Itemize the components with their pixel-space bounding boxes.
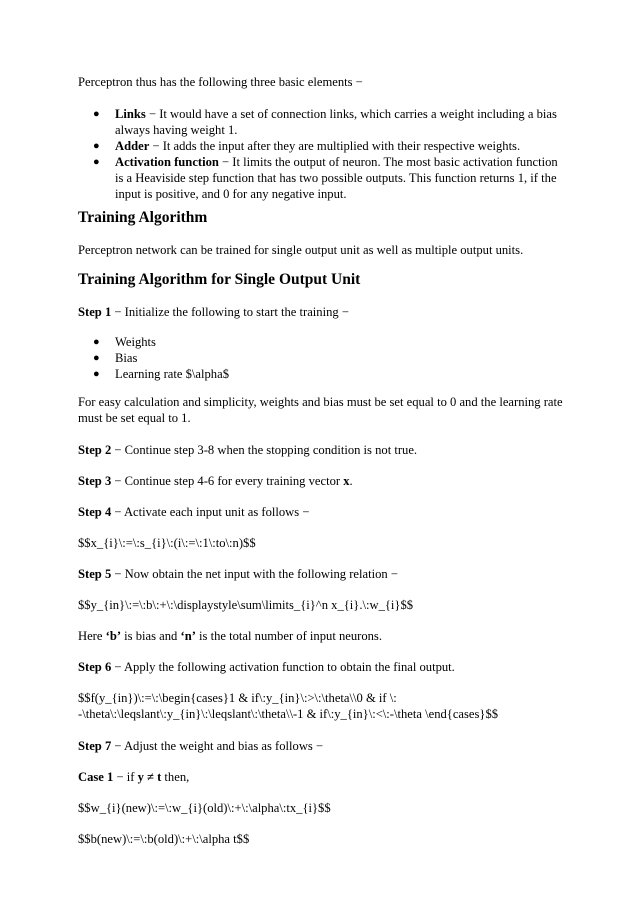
case-1 [78, 769, 568, 785]
term-adder: Adder [115, 139, 150, 153]
step-label: Step 5 [78, 567, 112, 581]
bullet-icon: ● [93, 352, 100, 364]
term-desc: − It adds the input after they are multiplied with their respective weights. [149, 139, 521, 153]
bullet-icon: ● [93, 156, 100, 168]
step-label: Step 7 [78, 739, 112, 753]
case-condition: y ≠ t [137, 770, 162, 784]
step-label: Step 1 [78, 305, 112, 319]
init-note: For easy calculation and simplicity, weights and bias must be set equal to 0 and the learning rate must be set equal to 1. [78, 395, 563, 425]
case-end: then, [161, 770, 190, 784]
item-bias: Bias [115, 351, 138, 365]
term-activation: Activation function [115, 155, 219, 169]
step-label: Step 3 [78, 474, 112, 488]
formula-step-6-line-1: $$f(y_{in})\:=\:\begin{cases}1 & if\:y_{in}\:>\:\theta\\0 & if \: [78, 691, 397, 705]
step-text: − Apply the following activation function to obtain the final output. [111, 660, 455, 674]
text-segment: Here [78, 629, 106, 643]
step-4 [78, 504, 568, 520]
formula-step-6-line-2: -\theta\:\leqslant\:y_{in}\:\leqslant\:\theta\\-1 & if\:y_{in}\:<\:-\theta \end{cases}$$ [78, 707, 499, 721]
step-3 [78, 473, 568, 489]
step-2 [78, 442, 568, 458]
heading-training-algorithm: Training Algorithm [78, 209, 208, 226]
bullet-icon: ● [93, 140, 100, 152]
training-text: Perceptron network can be trained for single output unit as well as multiple output units. [78, 243, 524, 257]
step-5 [78, 566, 568, 582]
symbol-b: ‘b’ [105, 629, 122, 643]
list-item [78, 138, 568, 154]
term-desc: − It limits the output of neuron. The most basic activation function is a Heaviside step function that has two possible outputs. This function returns 1, if the input is positive, and 0 for any negative input. [115, 155, 558, 201]
step-text: − Now obtain the net input with the following relation − [111, 567, 398, 581]
bullet-icon: ● [93, 368, 100, 380]
step-7 [78, 738, 568, 754]
case-label: Case 1 [78, 770, 114, 784]
step-text: − Continue step 4-6 for every training vector [111, 474, 344, 488]
step-label: Step 6 [78, 660, 112, 674]
text-segment: is the total number of input neurons. [195, 629, 382, 643]
step-label: Step 4 [78, 505, 112, 519]
list-item [78, 334, 568, 350]
case-text: − if [113, 770, 138, 784]
formula-step-5: $$y_{in}\:=\:b\:+\:\displaystyle\sum\limits_{i}^n x_{i}.\:w_{i}$$ [78, 598, 414, 612]
step-text: − Continue step 3-8 when the stopping condition is not true. [111, 443, 418, 457]
step-6 [78, 659, 568, 675]
item-weights: Weights [115, 335, 156, 349]
vector-x: x [343, 474, 350, 488]
init-list [78, 334, 568, 382]
step-1 [78, 304, 568, 320]
intro-text: Perceptron thus has the following three basic elements − [78, 75, 363, 89]
formula-bias-update: $$b(new)\:=\:b(old)\:+\:\alpha t$$ [78, 832, 250, 846]
step-text: − Initialize the following to start the training − [111, 305, 349, 319]
step-label: Step 2 [78, 443, 112, 457]
step-text: − Adjust the weight and bias as follows − [111, 739, 324, 753]
step-text: − Activate each input unit as follows − [111, 505, 310, 519]
list-item [78, 366, 568, 382]
symbol-n: ‘n’ [180, 629, 196, 643]
list-item [78, 350, 568, 366]
heading-single-output: Training Algorithm for Single Output Unit [78, 271, 361, 288]
bullet-icon: ● [93, 336, 100, 348]
term-links: Links [115, 107, 146, 121]
step-end: . [349, 474, 353, 488]
here-text [78, 628, 568, 644]
item-learning-rate: Learning rate $\alpha$ [115, 367, 229, 381]
formula-step-4: $$x_{i}\:=\:s_{i}\:(i\:=\:1\:to\:n)$$ [78, 536, 256, 550]
elements-list [78, 106, 568, 202]
text-segment: is bias and [121, 629, 181, 643]
list-item [78, 154, 568, 202]
formula-weight-update: $$w_{i}(new)\:=\:w_{i}(old)\:+\:\alpha\:tx_{i}$$ [78, 801, 331, 815]
bullet-icon: ● [93, 108, 100, 120]
list-item [78, 106, 568, 138]
term-desc: − It would have a set of connection links, which carries a weight including a bias always having weight 1. [115, 107, 557, 137]
